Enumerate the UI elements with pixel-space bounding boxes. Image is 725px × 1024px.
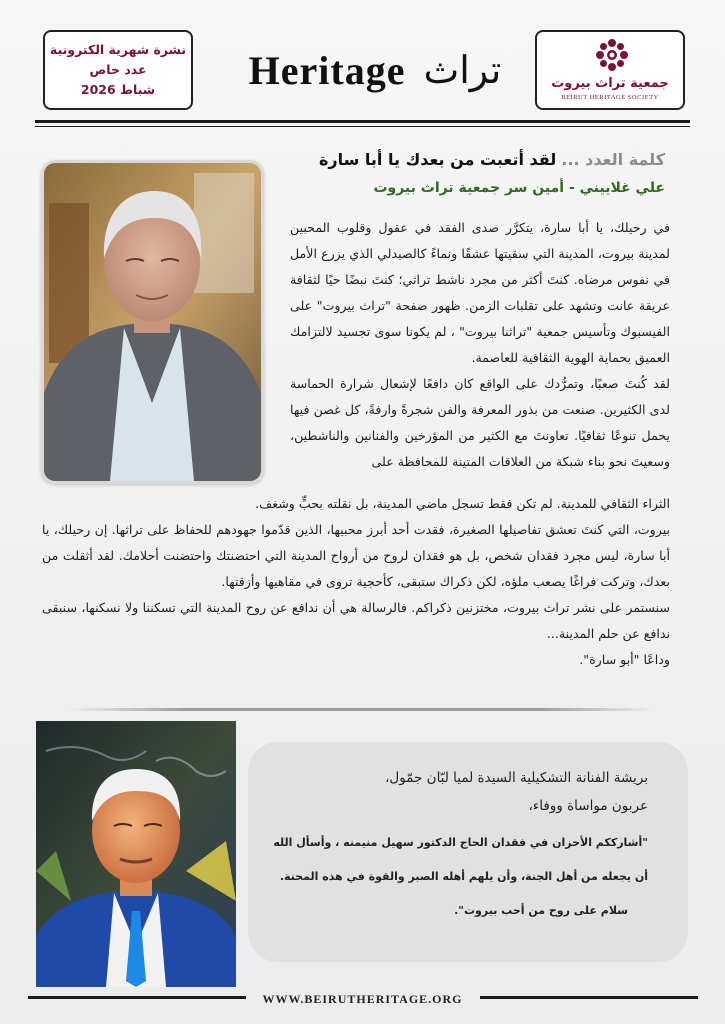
tribute-closing: سلام على روح من أحب بيروت".: [454, 904, 628, 917]
article-heading: [285, 150, 665, 169]
article-paragraph: بيروت، التي كنتَ تعشق تفاصيلها الصغيرة، فقدت أحد أبرز محبيها، الذين قدّموا جهودهم للحفاظ على تراثها. إن رحيلك، يا أبا سارة، ليس مجرد فقدان شخص، بل هو فقدان لروح من أرواح المدينة التي احتضنتك واحتضنت أحلامك. لقد أثقلت من بعدك، وتركت فراغًا يصعب ملؤه، لكن ذكراك ستبقى، كأحجية تروى في مقاهيها وأزقتها.: [42, 522, 670, 589]
masthead-english: Heritage: [248, 47, 406, 93]
article-column-full: [42, 491, 670, 673]
issue-special: عدد خاص: [89, 62, 147, 77]
article-paragraph: في رحيلك، يا أبا سارة، يتكرَّر صدى الفقد في عقول وقلوب المحبين لمدينة بيروت، المدينة التي سقيتها عشقًا ونماءً كالصيدلي الذي يزرع الأمل في نفوس مرضاه. كنتَ أكثر من مجرد ناشط تراثي؛ كنتَ نبضًا حيًا لثقافة عريقة عانت وتشهد على تقلبات الزمن. ظهور صفحة "تراث بيروت" على الفيسبوك وتأسيس جمعية "تراثنا بيروت" ، لم يكونا سوى تجسيد لالتزامك العميق بحماية الهوية الثقافية للعاصمة.: [290, 220, 670, 365]
section-label: كلمة العدد ...: [561, 150, 665, 169]
tribute-artist-line: بريشة الفنانة التشكيلية السيدة لميا لبّان جمّول،: [385, 770, 648, 786]
header-rule-bottom: [35, 126, 690, 127]
society-name-english: BEIRUT HERITAGE SOCIETY: [561, 94, 659, 101]
article-paragraph: سنستمر على نشر تراث بيروت، مختزنين ذكراكم. فالرسالة هي أن ندافع عن روح المدينة التي تسكننا ولا نسكنها، سنبقى ندافع عن حلم المدينة...: [42, 600, 670, 641]
issue-date: شباط 2026: [80, 82, 156, 97]
article-paragraph: لقد كُنتَ صعبًا، وتمرُّدك على الواقع كان دافعًا لإشعال شرارة الحماسة لدى الكثيرين. صنعت من بذور المعرفة والفن شجرةً وارفةً، كل غصن فيها يحمل تنوعًا ثقافيًا. تعاونتَ مع الكثير من المؤرخين والفنانين والناشطين، وسعيتَ نحو بناء شبكة من العلاقات المتينة للمحافظة على: [290, 376, 670, 469]
tribute-quote-box: [248, 742, 688, 962]
portrait-photo: [41, 160, 264, 484]
issue-info-box: [43, 30, 193, 110]
article-farewell: وداعًا "أبو سارة".: [579, 652, 670, 667]
section-divider: [70, 708, 655, 711]
article-title: لقد أتعبت من بعدك يا أبا سارة: [318, 150, 557, 169]
tribute-quote: "أشارككم الأحزان في فقدان الحاج الدكتور سهيل منيمنه ، وأسأل الله أن يجعله من أهل الجنة، وأن يلهم أهله الصبر والقوة في هذه المحنة.: [273, 836, 648, 883]
tribute-condolence-line: عربون مواساة ووفاء،: [528, 798, 648, 814]
article-paragraph: الثراء الثقافي للمدينة. لم تكن فقط تسجل ماضي المدينة، بل نقلته بحبٍّ وشغف.: [255, 496, 670, 511]
society-name-arabic: جمعية تراث بيروت: [551, 76, 669, 91]
header-rule-top: [35, 120, 690, 123]
society-logo-box: [535, 30, 685, 110]
issue-type: نشرة شهرية الكترونية: [49, 42, 187, 57]
masthead: [230, 40, 520, 100]
painting-image: [36, 721, 236, 987]
portrait-image: [44, 163, 261, 481]
rosette-icon: [595, 38, 629, 72]
painting-portrait: [36, 721, 236, 987]
masthead-arabic: تراث: [423, 48, 502, 92]
article-author: علي غلاييني - أمين سر جمعية تراث بيروت: [373, 180, 665, 196]
website-link[interactable]: WWW.BEIRUTHERITAGE.ORG: [262, 992, 463, 1006]
article-column-right: [290, 215, 670, 475]
